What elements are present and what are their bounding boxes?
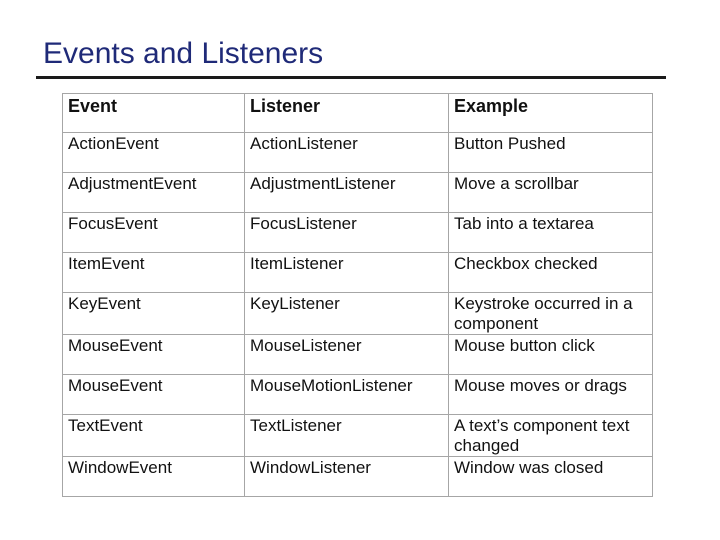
listener-cell: KeyListener bbox=[245, 293, 449, 335]
listener-cell: FocusListener bbox=[245, 213, 449, 253]
header-listener: Listener bbox=[245, 94, 449, 133]
table-row bbox=[63, 375, 653, 415]
example-cell: Tab into a textarea bbox=[449, 213, 653, 253]
table-row bbox=[63, 293, 653, 335]
table-header-row bbox=[63, 94, 653, 133]
slide-title: Events and Listeners bbox=[43, 37, 324, 70]
table-row bbox=[63, 415, 653, 457]
table-row bbox=[63, 133, 653, 173]
example-cell: Button Pushed bbox=[449, 133, 653, 173]
event-cell: FocusEvent bbox=[63, 213, 245, 253]
header-example: Example bbox=[449, 94, 653, 133]
header-event: Event bbox=[63, 94, 245, 133]
example-cell: Keystroke occurred in a component bbox=[449, 293, 653, 335]
listener-cell: AdjustmentListener bbox=[245, 173, 449, 213]
example-cell: Checkbox checked bbox=[449, 253, 653, 293]
listener-cell: ActionListener bbox=[245, 133, 449, 173]
event-cell: ItemEvent bbox=[63, 253, 245, 293]
listener-cell: MouseMotionListener bbox=[245, 375, 449, 415]
example-cell: Move a scrollbar bbox=[449, 173, 653, 213]
event-cell: MouseEvent bbox=[63, 375, 245, 415]
table-row bbox=[63, 457, 653, 497]
example-cell: Mouse button click bbox=[449, 335, 653, 375]
event-cell: KeyEvent bbox=[63, 293, 245, 335]
listener-cell: WindowListener bbox=[245, 457, 449, 497]
event-cell: WindowEvent bbox=[63, 457, 245, 497]
events-table bbox=[62, 93, 653, 497]
event-cell: AdjustmentEvent bbox=[63, 173, 245, 213]
example-cell: A text’s component text changed bbox=[449, 415, 653, 457]
listener-cell: TextListener bbox=[245, 415, 449, 457]
event-cell: TextEvent bbox=[63, 415, 245, 457]
table-row bbox=[63, 253, 653, 293]
example-cell: Mouse moves or drags bbox=[449, 375, 653, 415]
title-divider bbox=[36, 76, 666, 79]
table-row bbox=[63, 173, 653, 213]
listener-cell: MouseListener bbox=[245, 335, 449, 375]
event-cell: ActionEvent bbox=[63, 133, 245, 173]
example-cell: Window was closed bbox=[449, 457, 653, 497]
table-row bbox=[63, 213, 653, 253]
listener-cell: ItemListener bbox=[245, 253, 449, 293]
event-cell: MouseEvent bbox=[63, 335, 245, 375]
table-row bbox=[63, 335, 653, 375]
